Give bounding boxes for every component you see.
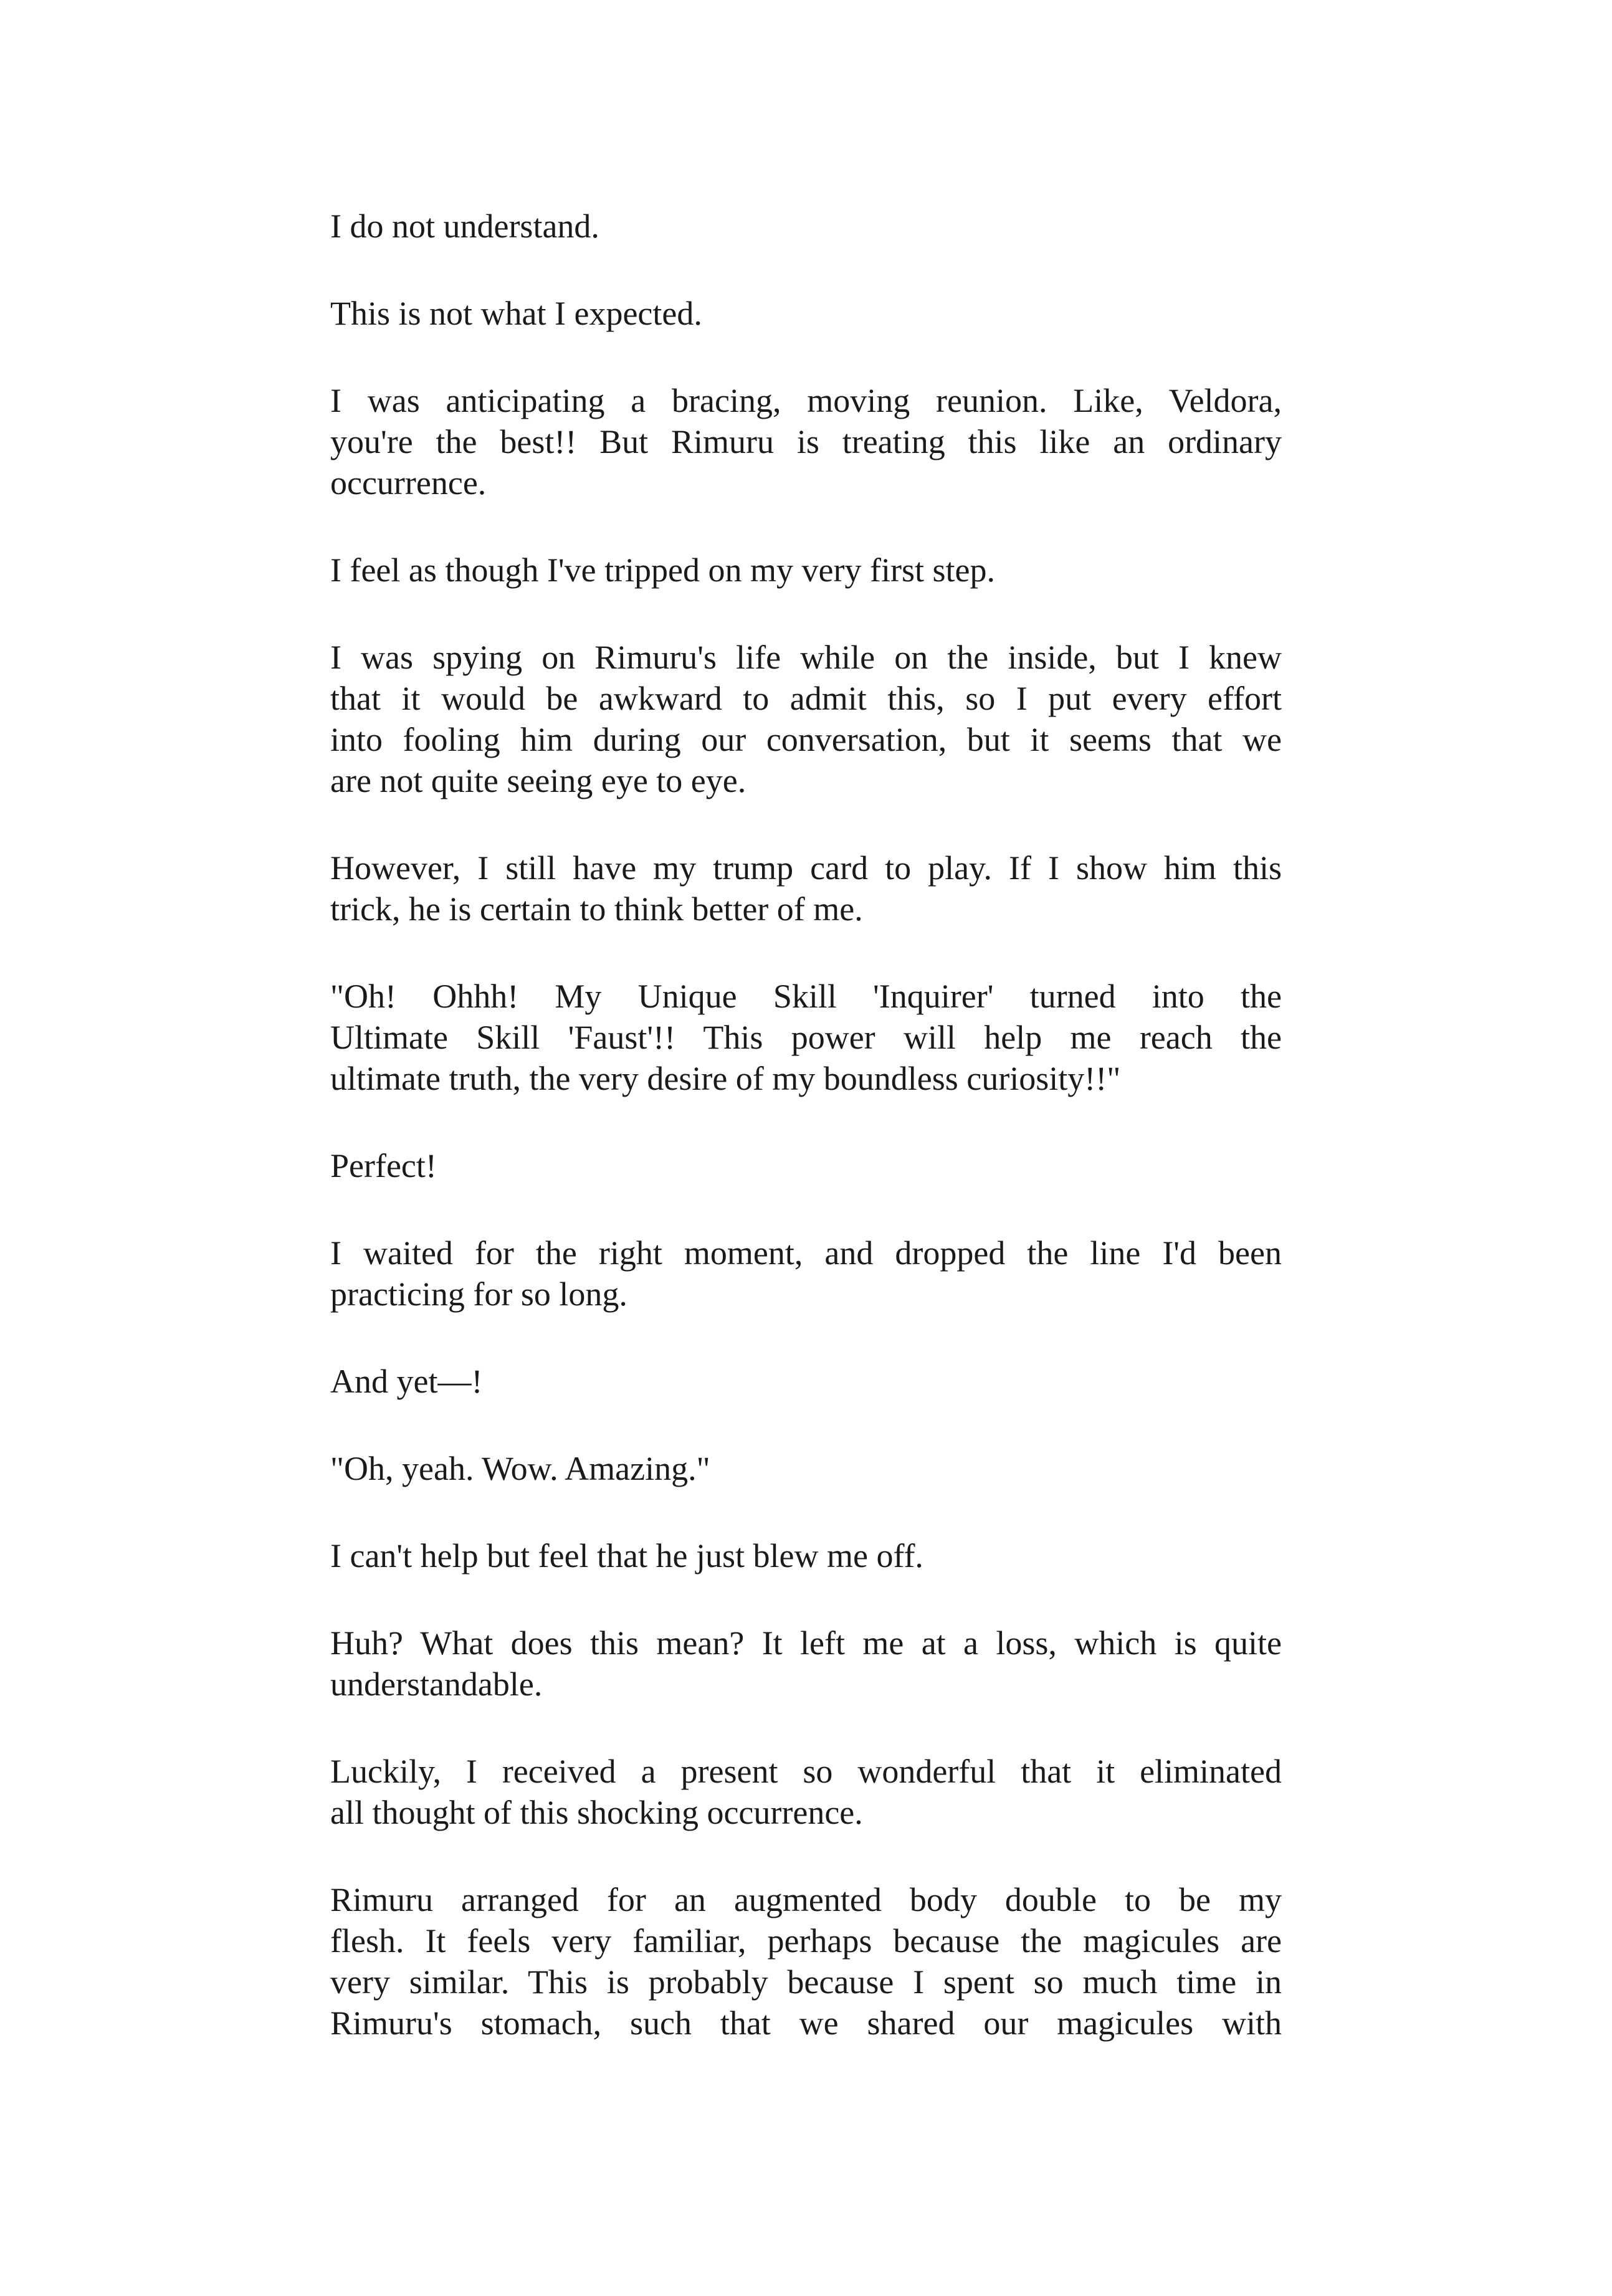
paragraph: [330, 380, 1282, 503]
text-line: However, I still have my trump card to play. If I show him this: [330, 849, 1282, 887]
text-line: occurrence.: [330, 464, 487, 502]
paragraph: [330, 637, 1282, 801]
text-line: "Oh, yeah. Wow. Amazing.": [330, 1450, 710, 1487]
text-line: very similar. This is probably because I spent so much time in: [330, 1963, 1282, 2001]
paragraph: [330, 1145, 1282, 1186]
paragraph: [330, 1448, 1282, 1489]
text-line: This is not what I expected.: [330, 295, 702, 332]
paragraph: [330, 1879, 1282, 2044]
paragraph: [330, 1535, 1282, 1576]
text-line: ultimate truth, the very desire of my boundless curiosity!!": [330, 1060, 1121, 1097]
text-line: I can't help but feel that he just blew me off.: [330, 1537, 923, 1574]
text-line: flesh. It feels very familiar, perhaps because the magicules are: [330, 1922, 1282, 1960]
text-line: I waited for the right moment, and dropped the line I'd been: [330, 1234, 1282, 1272]
text-line: And yet—!: [330, 1363, 483, 1400]
paragraph: [330, 976, 1282, 1099]
paragraph: [330, 206, 1282, 247]
book-page: [330, 0, 1282, 2044]
text-line: Rimuru arranged for an augmented body double to be my: [330, 1881, 1282, 1918]
paragraph: [330, 1361, 1282, 1402]
text-line: Rimuru's stomach, such that we shared our magicules with: [330, 2004, 1282, 2042]
text-line: I do not understand.: [330, 207, 599, 245]
text-line: that it would be awkward to admit this, so I put every effort: [330, 680, 1282, 717]
text-line: understandable.: [330, 1665, 543, 1703]
paragraph: [330, 293, 1282, 334]
text-line: I was anticipating a bracing, moving reunion. Like, Veldora,: [330, 382, 1282, 419]
text-line: "Oh! Ohhh! My Unique Skill 'Inquirer' turned into the: [330, 978, 1282, 1015]
text-line: Ultimate Skill 'Faust'!! This power will help me reach the: [330, 1019, 1282, 1056]
text-line: are not quite seeing eye to eye.: [330, 762, 746, 799]
text-line: Perfect!: [330, 1147, 437, 1184]
text-line: I feel as though I've tripped on my very first step.: [330, 551, 995, 589]
paragraph: [330, 1232, 1282, 1315]
text-line: you're the best!! But Rimuru is treating this like an ordinary: [330, 423, 1282, 460]
text-line: Huh? What does this mean? It left me at a loss, which is quite: [330, 1624, 1282, 1662]
text-line: Luckily, I received a present so wonderful that it eliminated: [330, 1753, 1282, 1790]
text-line: I was spying on Rimuru's life while on the inside, but I knew: [330, 639, 1282, 676]
text-line: practicing for so long.: [330, 1275, 627, 1313]
paragraph: [330, 847, 1282, 930]
text-line: into fooling him during our conversation, but it seems that we: [330, 721, 1282, 758]
paragraph: [330, 550, 1282, 591]
text-line: all thought of this shocking occurrence.: [330, 1794, 863, 1831]
paragraph: [330, 1751, 1282, 1833]
paragraph: [330, 1622, 1282, 1705]
text-line: trick, he is certain to think better of me.: [330, 890, 863, 928]
